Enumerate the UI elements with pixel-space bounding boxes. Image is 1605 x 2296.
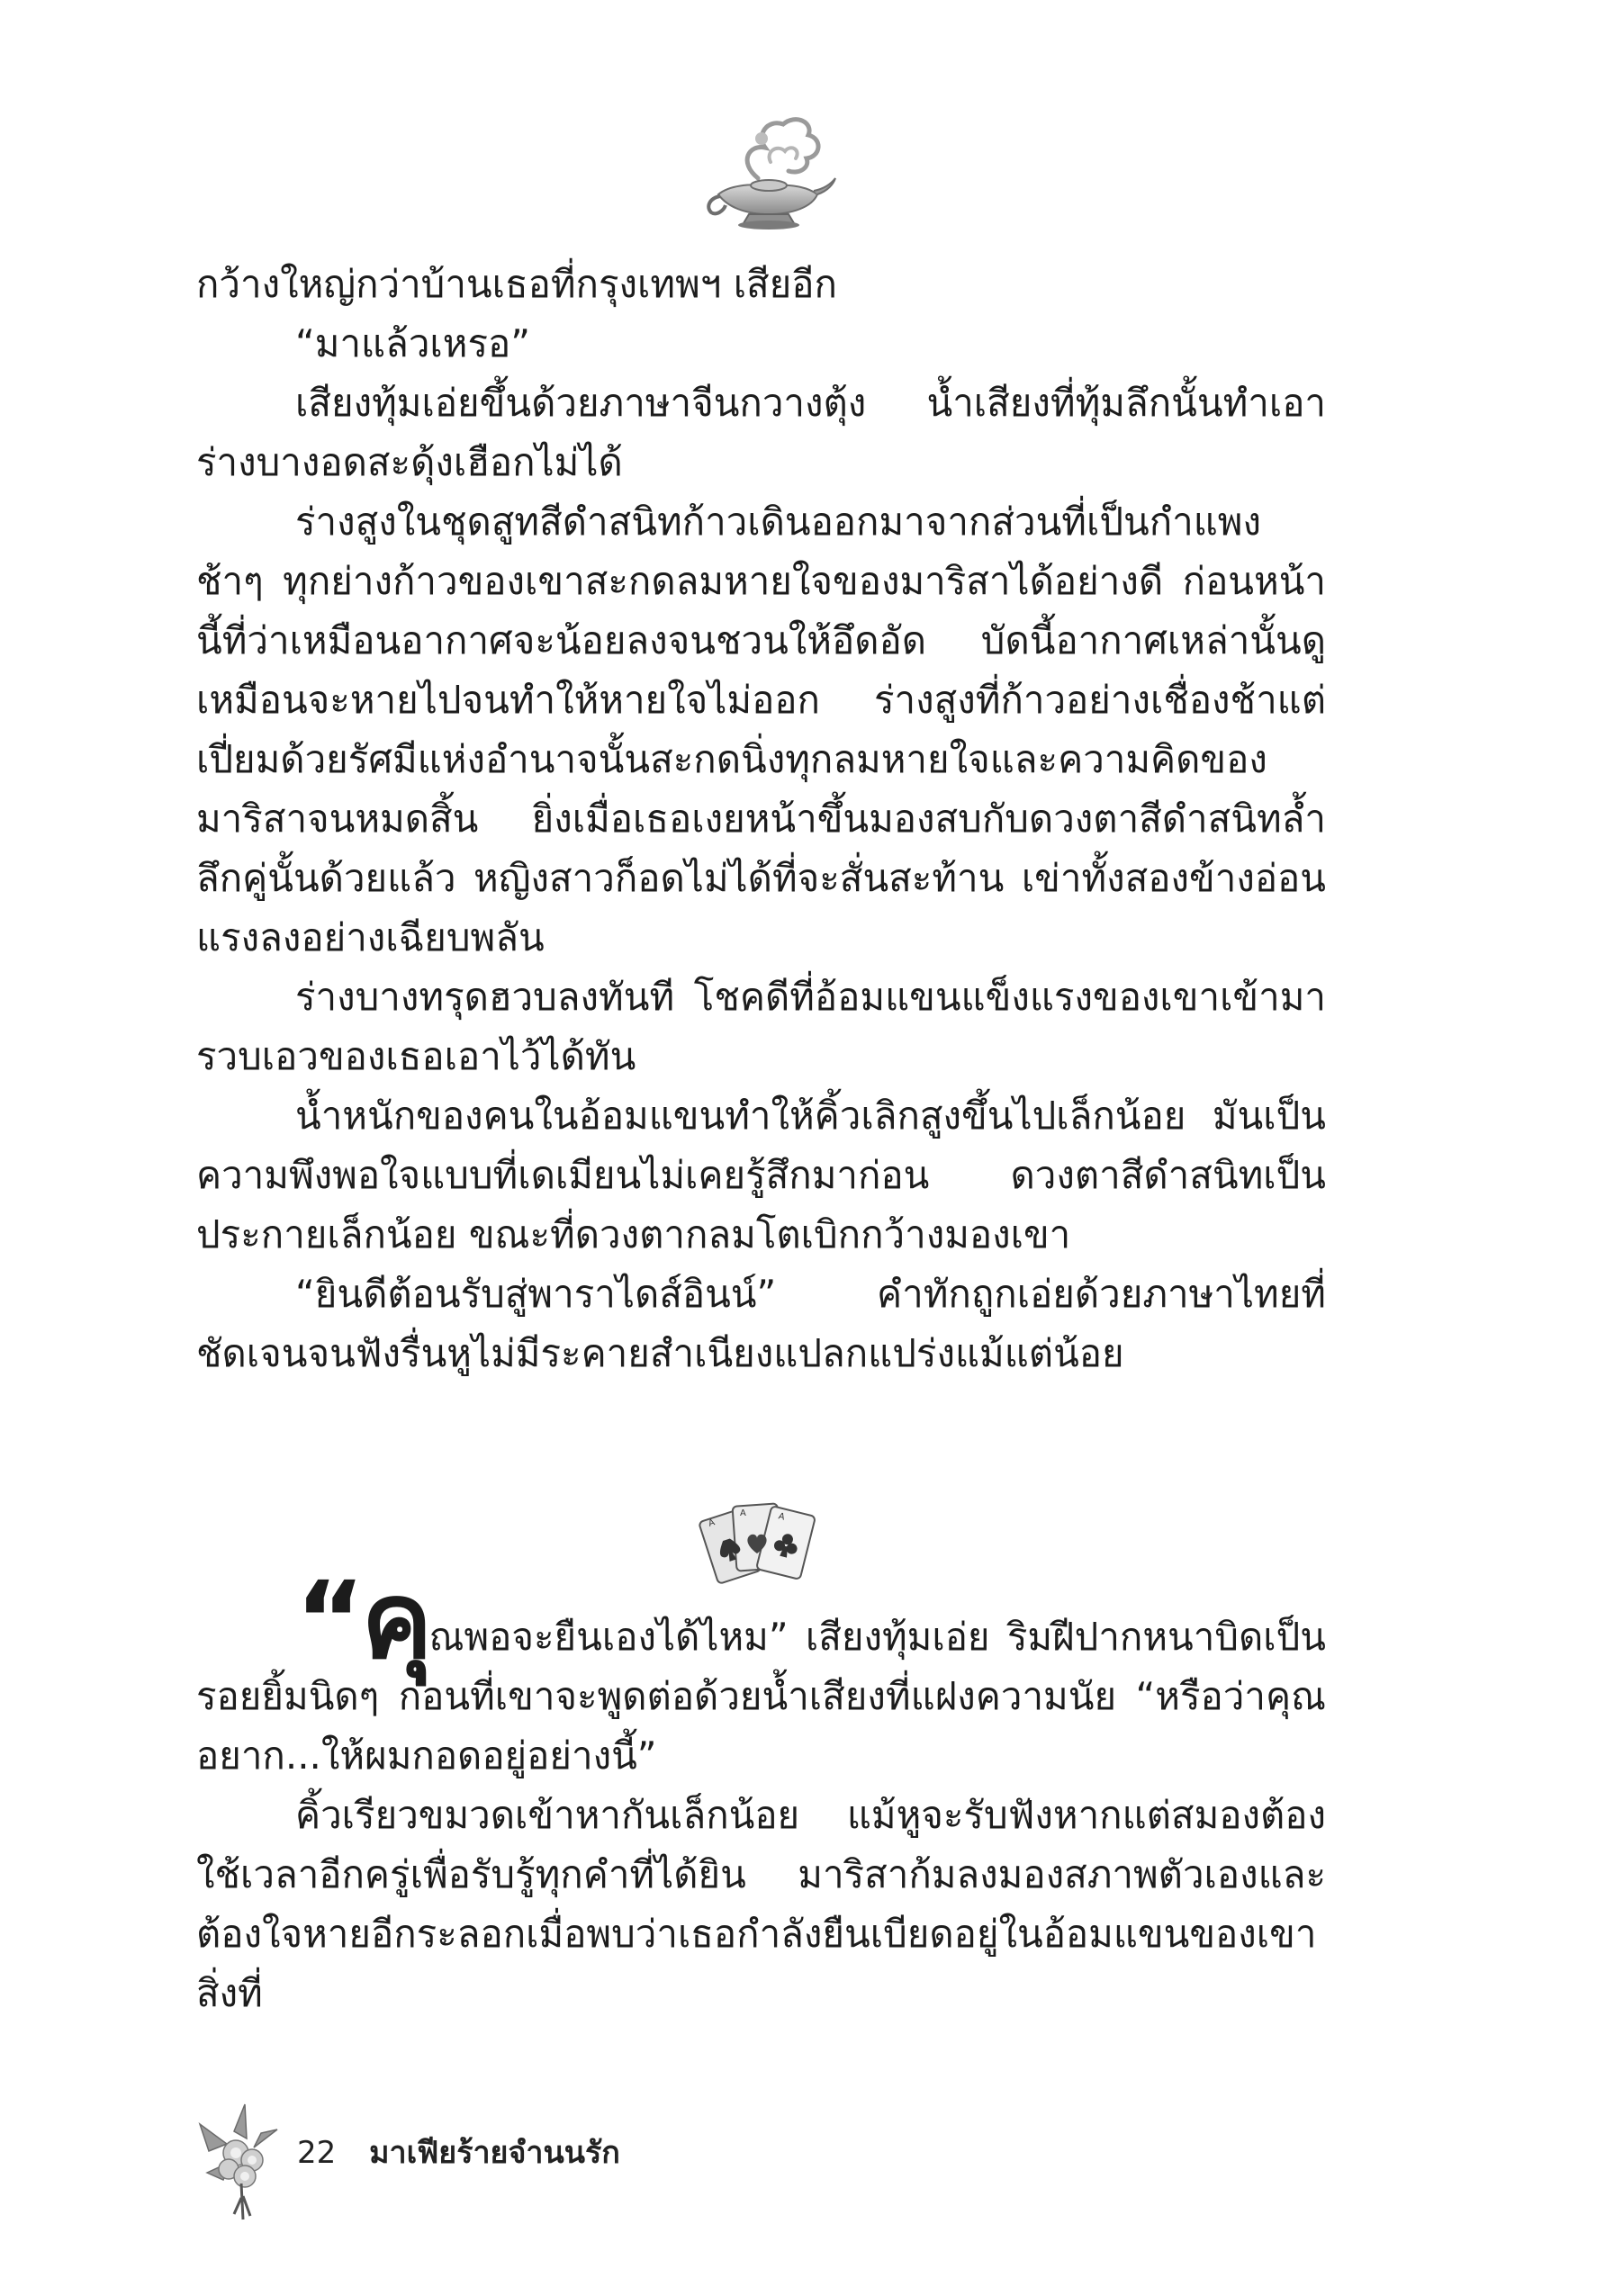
paragraph: “มาแล้วเหรอ”	[295, 321, 531, 365]
svg-text:A: A	[777, 1511, 786, 1523]
genie-lamp-icon	[702, 108, 837, 234]
paragraph: เสียงทุ้มเอ่ยขึ้นด้วยภาษาจีนกวางตุ้ง น้ำเสียงที่ทุ้มลึกนั้นทำเอาร่างบางอดสะดุ้งเฮือกไม่ได้	[196, 381, 1326, 484]
svg-text:A: A	[707, 1517, 717, 1529]
paragraph: คิ้วเรียวขมวดเข้าหากันเล็กน้อย แม้หูจะรับฟังหากแต่สมองต้องใช้เวลาอีกครู่เพื่อรับรู้ทุกคำที่ได้ยิน มาริสาก้มลงมองสภาพตัวเองและต้องใจหายอีกระลอกเมื่อพบว่าเธอกำลังยืนเบียดอยู่ในอ้อมแขนของเขา สิ่งที่	[196, 1793, 1326, 2015]
chapter-text-section-2	[196, 1558, 1326, 2023]
svg-text:A: A	[740, 1508, 746, 1518]
playing-cards-icon	[695, 1494, 821, 1598]
page-footer	[191, 2097, 821, 2223]
paragraph-with-dropcap	[196, 1558, 1326, 1786]
paragraph-rest: ณพอจะยืนเองได้ไหม” เสียงทุ้มเอ่ย ริมฝีปากหนาบิดเป็นรอยยิ้มนิดๆ ก่อนที่เขาจะพูดต่อด้วยน้ำเสียงที่แฝงความนัย “หรือว่าคุณอยาก...ให้ผมกอดอยู่อย่างนี้”	[196, 1615, 1326, 1778]
paragraph: ร่างบางทรุดฮวบลงทันที โชคดีที่อ้อมแขนแข็งแรงของเขาเข้ามารวบเอวของเธอเอาไว้ได้ทัน	[196, 975, 1326, 1078]
paragraph: “ยินดีต้อนรับสู่พาราไดส์อินน์” คำทักถูกเอ่ยด้วยภาษาไทยที่ชัดเจนจนฟังรื่นหูไม่มีระคายสำเนียงแปลกแปร่งแม้แต่น้อย	[196, 1272, 1326, 1375]
book-title: มาเฟียร้ายจำนนรัก	[369, 2135, 620, 2171]
flower-bouquet-icon	[191, 2097, 290, 2223]
page-number: 22	[297, 2135, 337, 2171]
footer-text	[297, 2133, 620, 2173]
drop-cap: “คุ	[295, 1558, 429, 1682]
paragraph: ร่างสูงในชุดสูทสีดำสนิทก้าวเดินออกมาจากส่วนที่เป็นกำแพงช้าๆ ทุกย่างก้าวของเขาสะกดลมหายใจของมาริสาได้อย่างดี ก่อนหน้านี้ที่ว่าเหมือนอากาศจะน้อยลงจนชวนให้อึดอัด บัดนี้อากาศเหล่านั้นดูเหมือนจะหายไปจนทำให้หายใจไม่ออก ร่างสูงที่ก้าวอย่างเชื่องช้าแต่เปี่ยมด้วยรัศมีแห่งอำนาจนั้นสะกดนิ่งทุกลมหายใจและความคิดของมาริสาจนหมดสิ้น ยิ่งเมื่อเธอเงยหน้าขึ้นมองสบกับดวงตาสีดำสนิทล้ำลึกคู่นั้นด้วยแล้ว หญิงสาวก็อดไม่ได้ที่จะสั่นสะท้าน เข่าทั้งสองข้างอ่อนแรงลงอย่างเฉียบพลัน	[196, 500, 1326, 959]
chapter-text-section-1	[196, 255, 1326, 1383]
paragraph: น้ำหนักของคนในอ้อมแขนทำให้คิ้วเลิกสูงขึ้นไปเล็กน้อย มันเป็นความพึงพอใจแบบที่เดเมียนไม่เคยรู้สึกมาก่อน ดวงตาสีดำสนิทเป็นประกายเล็กน้อย ขณะที่ดวงตากลมโตเบิกกว้างมองเขา	[196, 1094, 1326, 1256]
paragraph: กว้างใหญ่กว่าบ้านเธอที่กรุงเทพฯ เสียอีก	[196, 262, 837, 306]
